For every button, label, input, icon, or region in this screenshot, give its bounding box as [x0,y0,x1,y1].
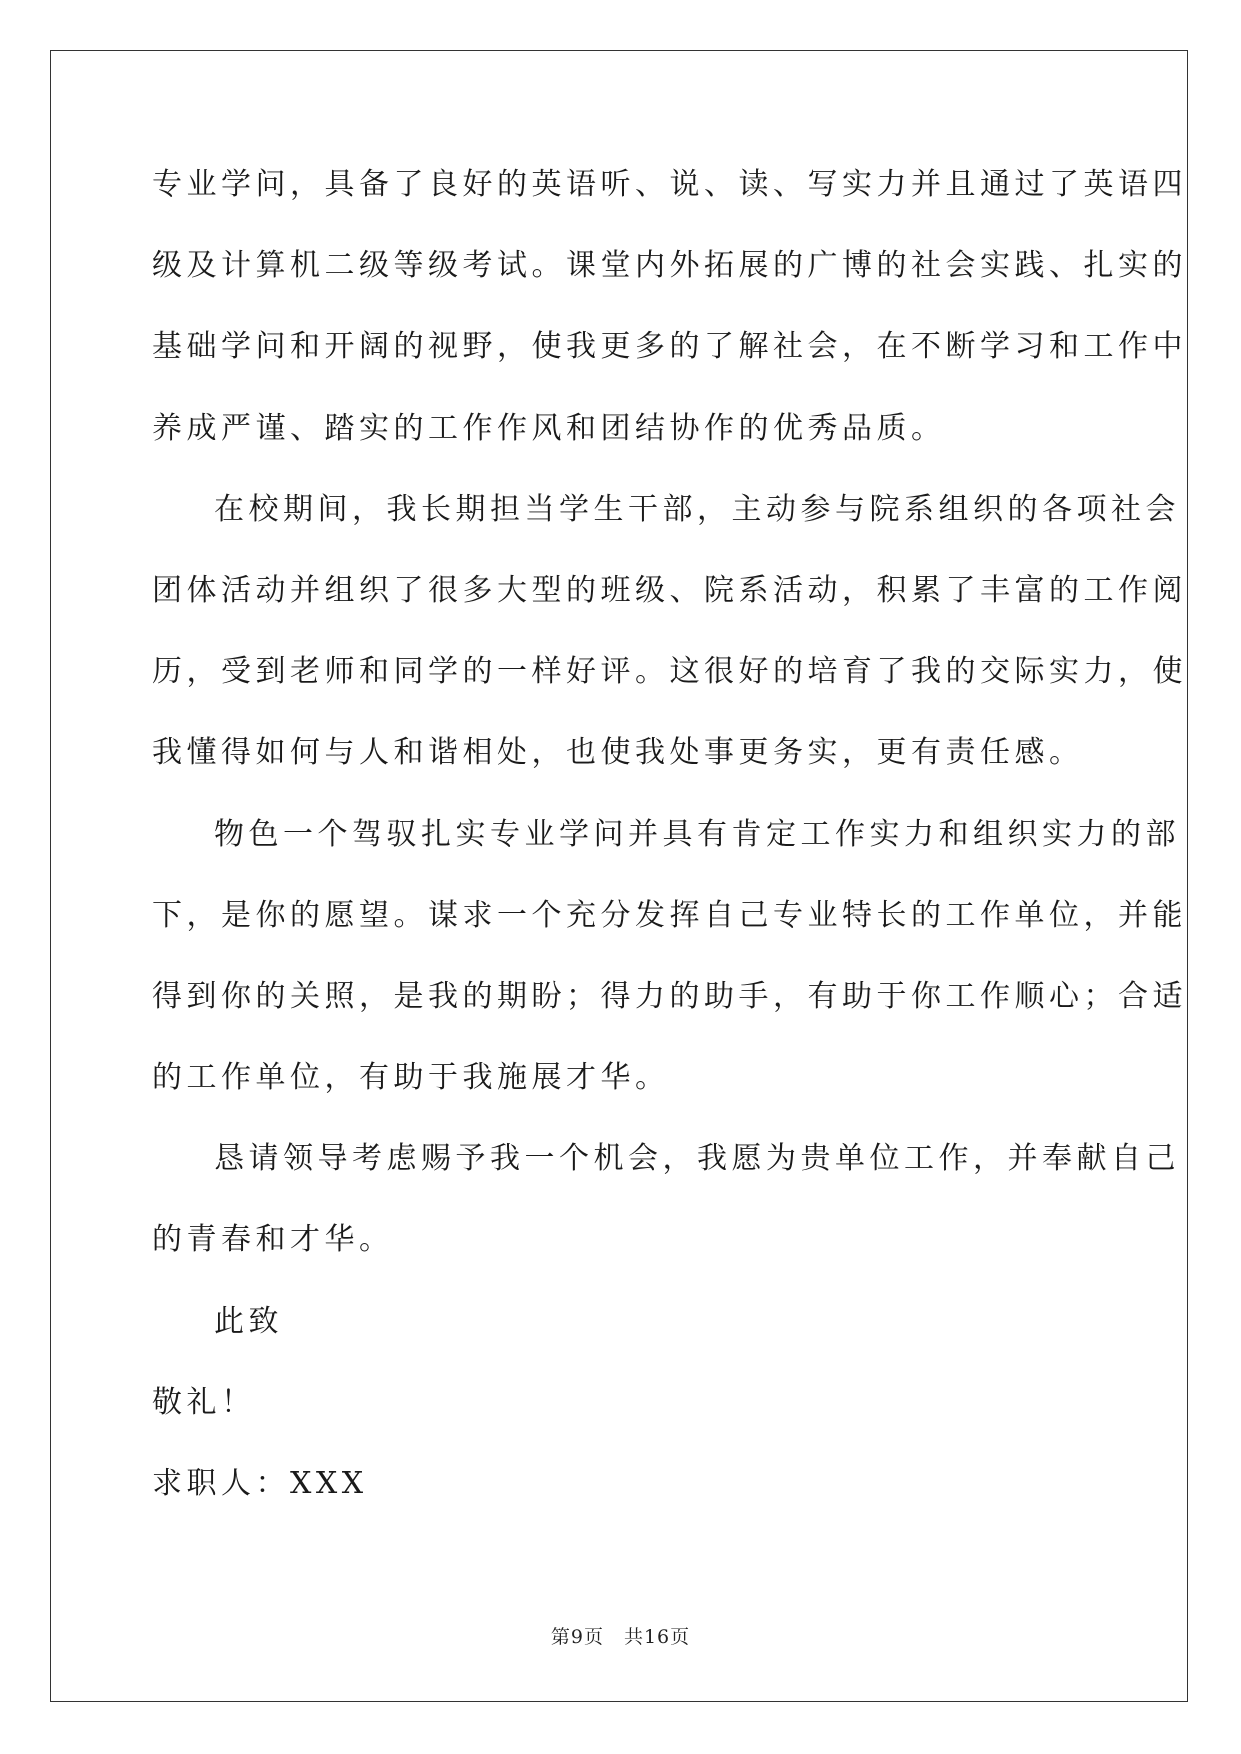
closing-salutation: 此致 [214,1303,283,1339]
text-line: 团体活动并组织了很多大型的班级、院系活动，积累了丰富的工作阅 [152,572,1187,608]
text-line: 的工作单位，有助于我施展才华。 [152,1060,670,1096]
text-line: 专业学问，具备了良好的英语听、说、读、写实力并且通过了英语四 [152,167,1187,202]
text-line: 养成严谨、踏实的工作作风和团结协作的优秀品质。 [152,410,946,446]
text-line: 我懂得如何与人和谐相处，也使我处事更务实，更有责任感。 [152,735,1084,771]
text-line: 恳请领导考虑赐予我一个机会，我愿为贵单位工作，并奉献自己 [214,1141,1180,1177]
text-line: 的青春和才华。 [152,1222,394,1258]
text-line: 下，是你的愿望。谋求一个充分发挥自己专业特长的工作单位，并能 [152,897,1187,933]
text-line: 历，受到老师和同学的一样好评。这很好的培育了我的交际实力，使 [152,654,1187,690]
closing-regards: 敬礼！ [152,1384,256,1420]
text-line: 得到你的关照，是我的期盼；得力的助手，有助于你工作顺心；合适 [152,978,1187,1014]
text-line: 基础学问和开阔的视野，使我更多的了解社会，在不断学习和工作中 [152,329,1187,365]
text-line: 级及计算机二级等级考试。课堂内外拓展的广博的社会实践、扎实的 [152,248,1187,284]
text-line: 在校期间，我长期担当学生干部，主动参与院系组织的各项社会 [214,491,1180,527]
letter-body [152,160,1187,1540]
applicant-signature: 求职人：XXX [152,1466,368,1501]
text-line: 物色一个驾驭扎实专业学问并具有肯定工作实力和组织实力的部 [214,816,1180,852]
page-number: 第9页 共16页 [550,1626,691,1648]
